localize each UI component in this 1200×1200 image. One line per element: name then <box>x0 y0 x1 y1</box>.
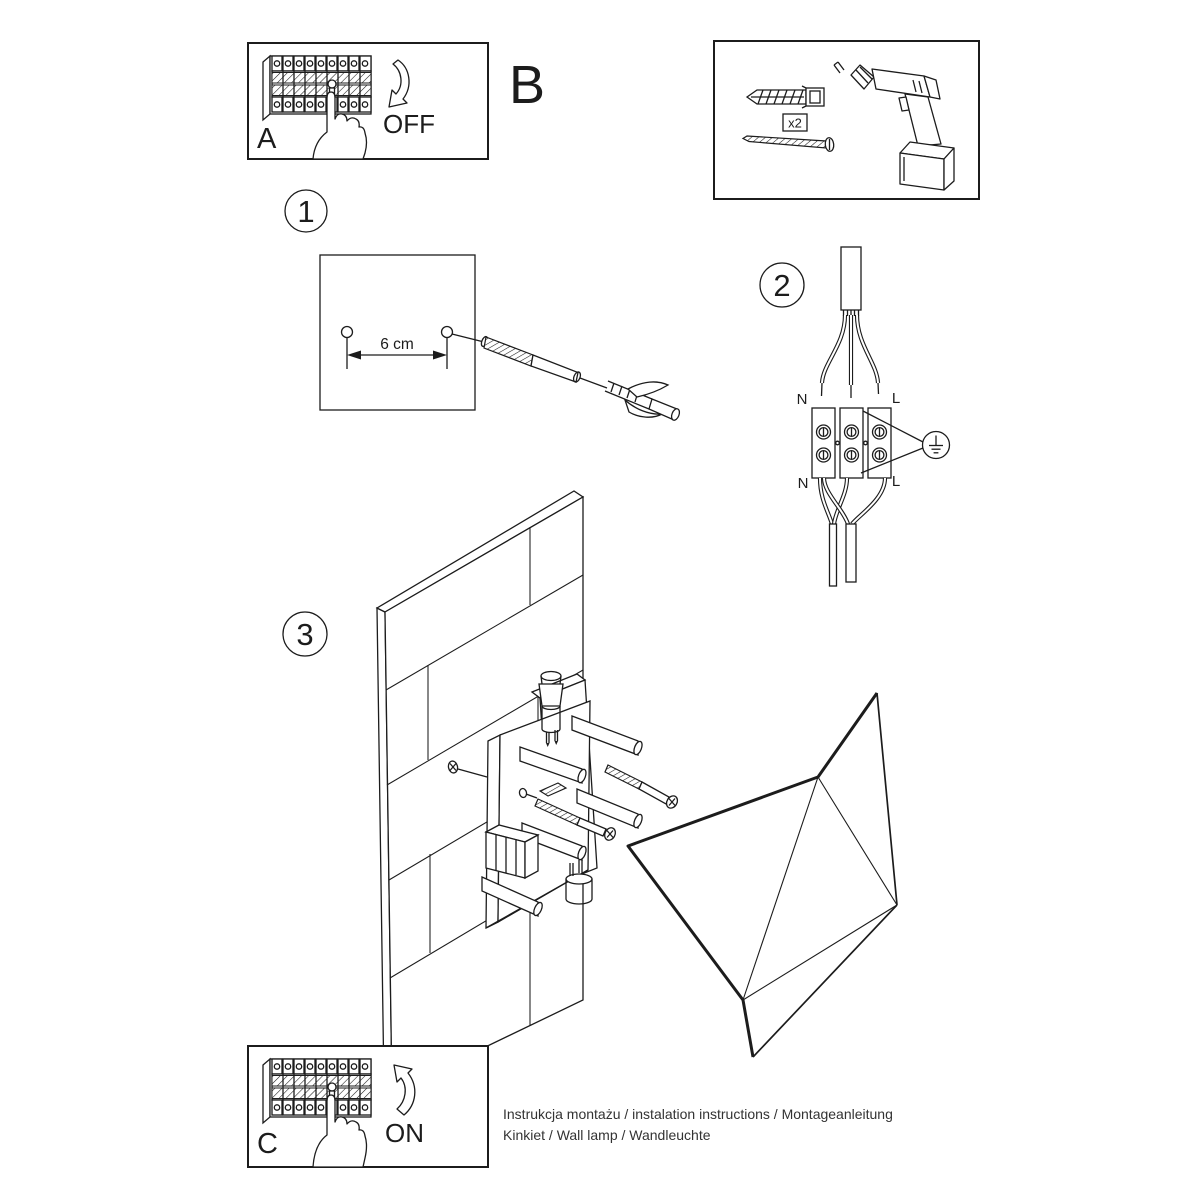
panel-a-label: A <box>257 123 277 155</box>
terminal-label-l-bottom: L <box>891 473 901 490</box>
breaker-switch-toggle <box>328 80 336 88</box>
hole-spacing-label: 6 cm <box>380 336 414 353</box>
terminal-label-n-top: N <box>796 391 808 408</box>
step1-drilling-diagram <box>258 185 708 430</box>
step3-number: 3 <box>296 617 314 652</box>
step3-mounting-diagram <box>270 480 950 1080</box>
footer-product-line: Kinkiet / Wall lamp / Wandleuchte <box>503 1127 711 1143</box>
footer <box>503 1104 963 1146</box>
screw-and-anchor-icon <box>480 336 681 422</box>
circuit-breaker-panel-icon <box>263 56 371 120</box>
panel-b-label: B <box>509 55 546 115</box>
hardware-quantity-label: x2 <box>788 115 802 131</box>
breaker-top-terminals <box>272 56 371 71</box>
terminal-block <box>812 408 891 478</box>
footer-title-line: Instrukcja montażu / instalation instructions / Montageanleitung <box>503 1106 893 1122</box>
circuit-breaker-panel-icon <box>263 1059 371 1123</box>
breaker-off-label: OFF <box>383 109 435 139</box>
panel-c-label: C <box>257 1128 278 1160</box>
step1-number: 1 <box>297 194 315 229</box>
breaker-bottom-terminals <box>272 1100 371 1115</box>
breaker-bottom-terminals <box>272 97 371 112</box>
fixing-screw-upper <box>605 765 680 810</box>
breaker-switch-toggle <box>328 1083 336 1091</box>
required-hardware-diagram <box>713 40 980 200</box>
lamp-shade <box>628 693 897 1057</box>
terminal-block-3d <box>486 825 538 878</box>
power-cable <box>822 247 879 398</box>
drill-hole-right <box>442 327 453 338</box>
step-c-power-on-diagram <box>247 1045 489 1169</box>
step2-number: 2 <box>773 268 791 303</box>
step-a-power-off-diagram <box>247 42 489 161</box>
breaker-top-terminals <box>272 1059 371 1074</box>
terminal-label-l-top: L <box>891 390 901 407</box>
breaker-on-label: ON <box>385 1118 424 1148</box>
drill-hole-left <box>342 327 353 338</box>
wall-anchor-icon <box>605 381 681 421</box>
terminal-label-n-bottom: N <box>797 475 809 492</box>
